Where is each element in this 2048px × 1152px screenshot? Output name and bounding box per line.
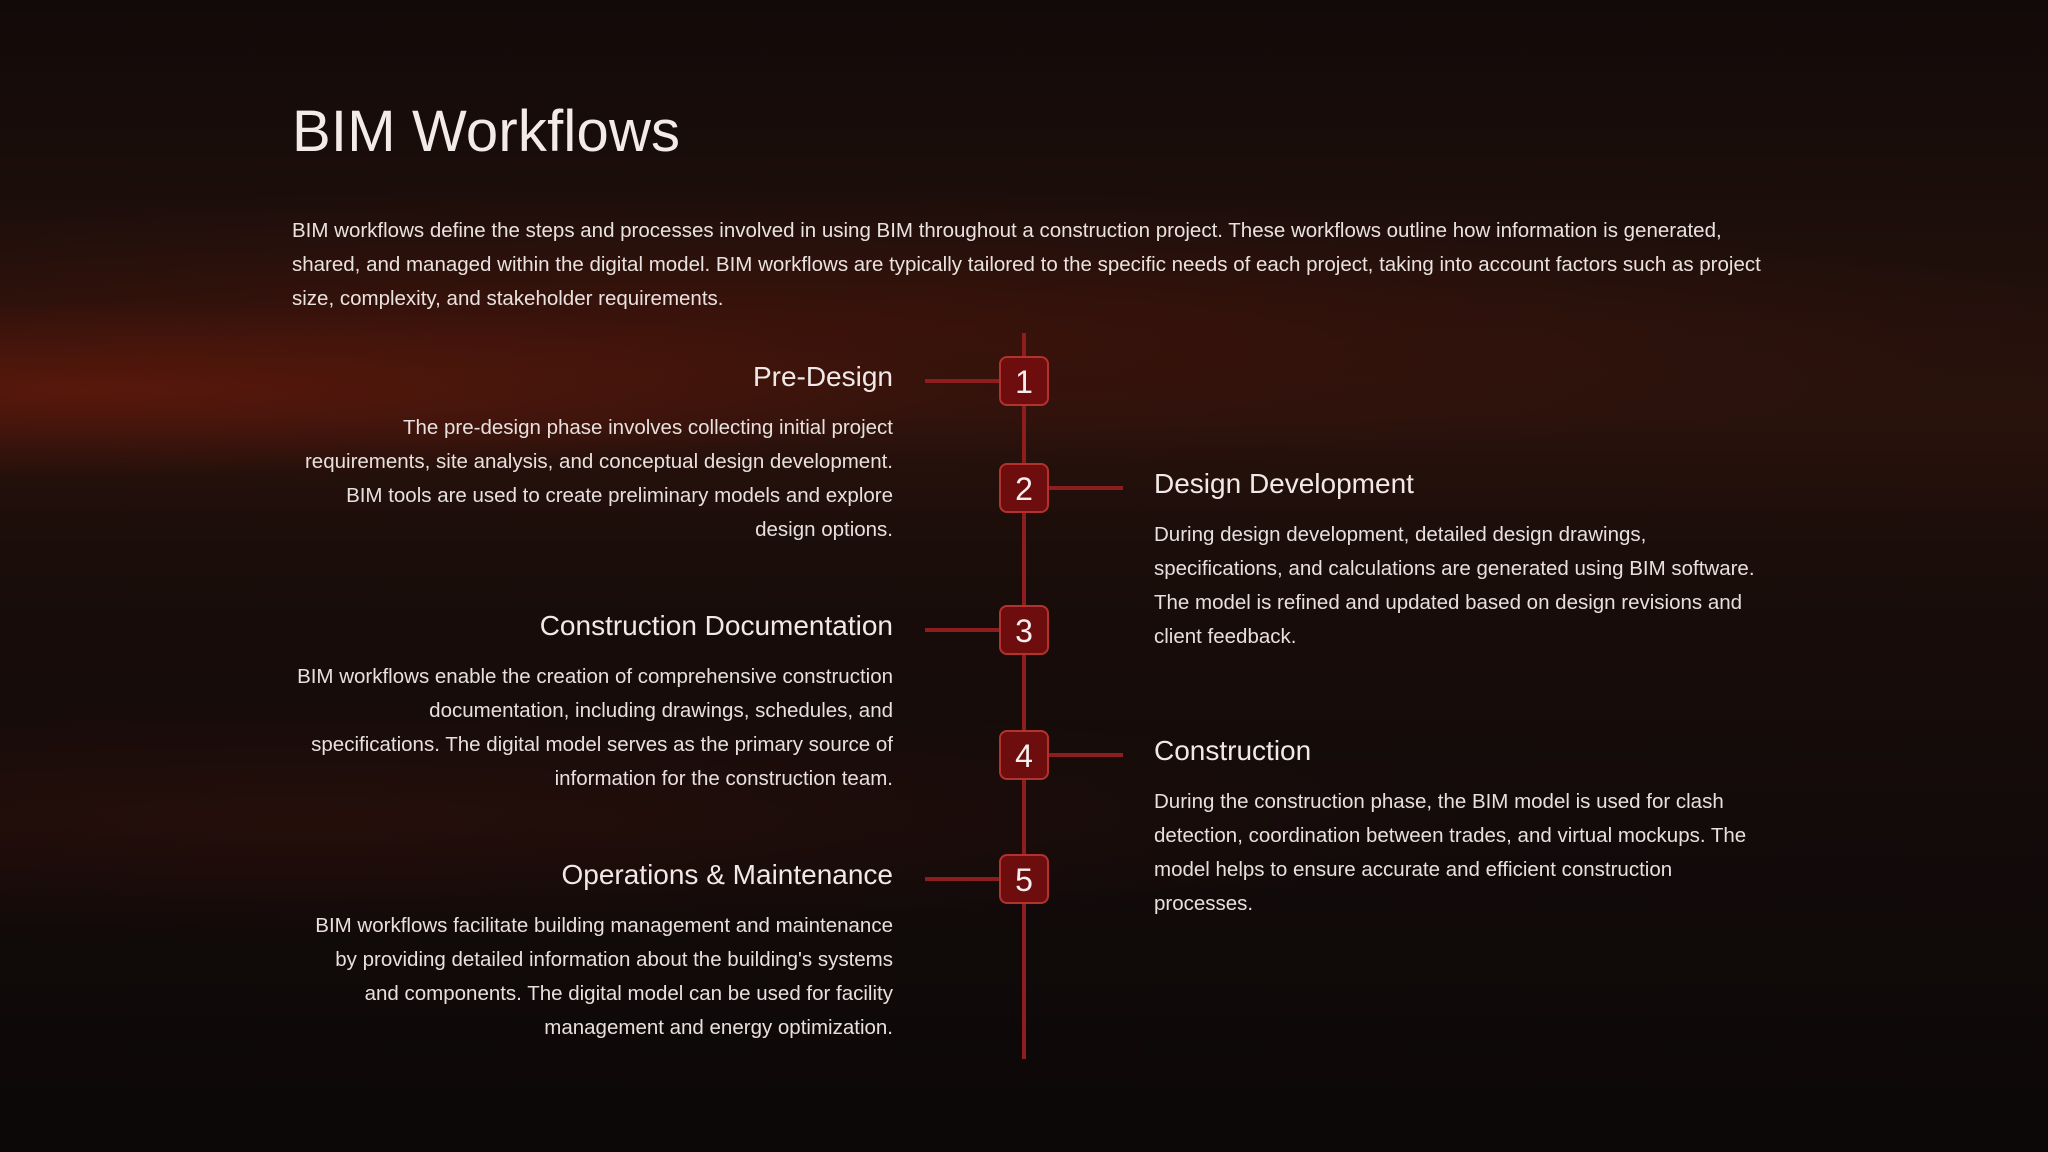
step-construction xyxy=(1154,733,1774,921)
step-pre-design xyxy=(296,359,893,547)
step-marker: 4 xyxy=(999,730,1049,780)
step-title: Design Development xyxy=(1154,468,1414,499)
step-description: BIM workflows enable the creation of comprehensive construction documentation, including drawings, schedules, and specifications. The digital model serves as the primary source of information for the construction team. xyxy=(297,665,893,790)
step-title: Construction xyxy=(1154,735,1312,766)
timeline-connector xyxy=(925,628,1001,632)
step-marker: 5 xyxy=(999,854,1049,904)
step-description: BIM workflows facilitate building management and maintenance by providing detailed information about the building's systems and components. The digital model can be used for facility management and energy optimization. xyxy=(315,914,893,1039)
page-title: BIM Workflows xyxy=(292,99,681,164)
step-design-development xyxy=(1154,466,1774,654)
step-title: Pre-Design xyxy=(752,361,893,392)
step-description: During design development, detailed design drawings, specifications, and calculations are generated using BIM software. The model is refined and updated based on design revisions and client feedback. xyxy=(1154,523,1755,648)
timeline-connector xyxy=(925,379,1001,383)
step-marker: 2 xyxy=(999,463,1049,513)
step-construction-documentation xyxy=(296,608,893,796)
step-title: Operations & Maintenance xyxy=(561,859,893,890)
step-operations-maintenance xyxy=(296,857,893,1045)
intro-paragraph: BIM workflows define the steps and processes involved in using BIM throughout a construction project. These workflows outline how information is generated, shared, and managed within the digital model. BIM workflows are typically tailored to the specific needs of each project, taking into account factors such as project size, complexity, and stakeholder requirements. xyxy=(292,219,1761,310)
step-title: Construction Documentation xyxy=(539,610,893,641)
timeline-connector xyxy=(925,877,1001,881)
timeline-line xyxy=(1022,333,1026,1059)
step-marker: 1 xyxy=(999,356,1049,406)
step-description: The pre-design phase involves collecting initial project requirements, site analysis, and conceptual design development. BIM tools are used to create preliminary models and explore design options. xyxy=(304,416,893,541)
step-marker: 3 xyxy=(999,605,1049,655)
timeline-connector xyxy=(1047,486,1123,490)
step-description: During the construction phase, the BIM model is used for clash detection, coordination between trades, and virtual mockups. The model helps to ensure accurate and efficient construction processes. xyxy=(1154,790,1747,915)
timeline-connector xyxy=(1047,753,1123,757)
